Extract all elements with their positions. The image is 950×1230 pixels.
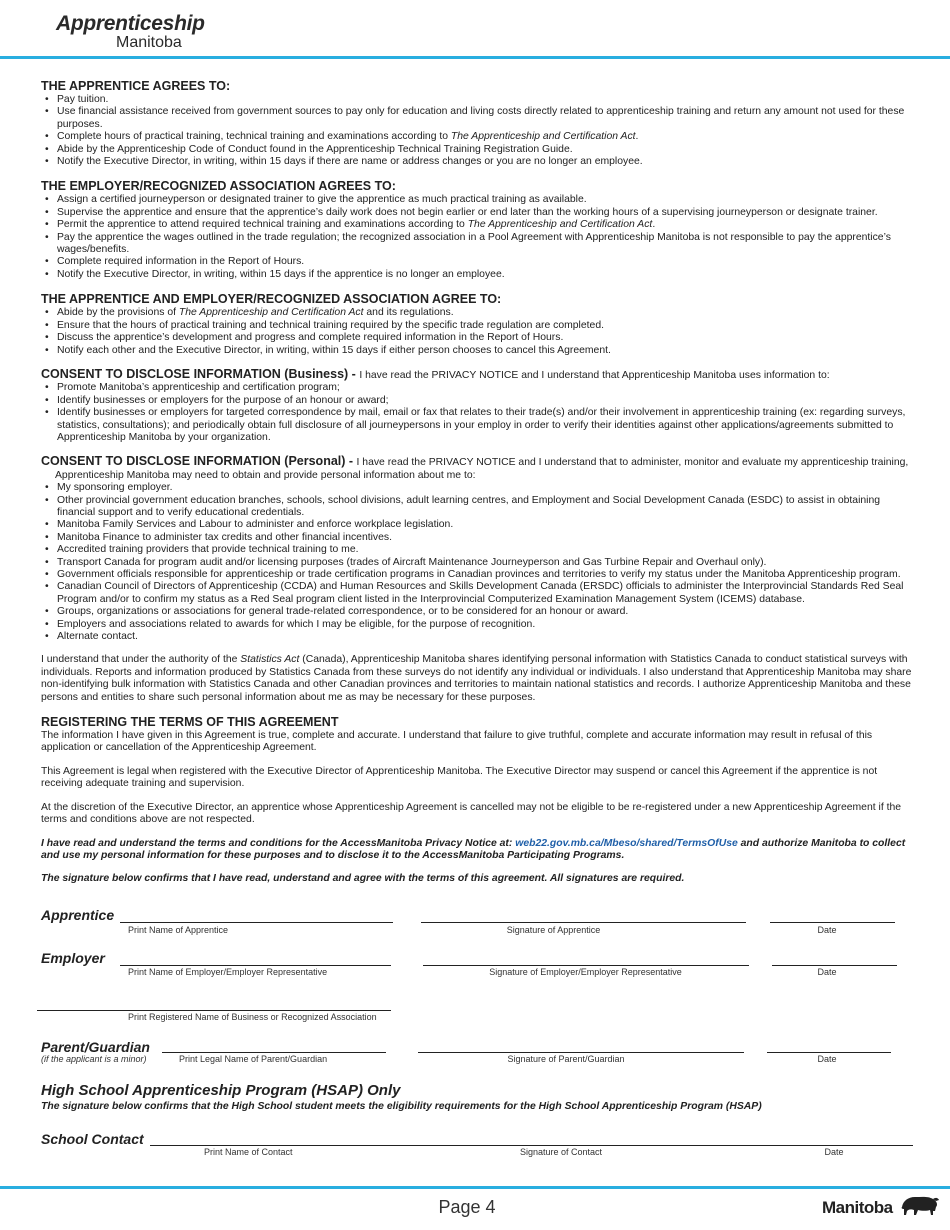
list-item: • Supervise the apprentice and ensure that the apprentice’s daily work does not begin earlier or end later than the working hours of a supervising journeyperson or designate trainer. [41,207,913,219]
section-heading: THE EMPLOYER/RECOGNIZED ASSOCIATION AGREES TO: [41,179,396,194]
apprentice-label: Apprentice [41,907,115,923]
page-header [0,0,950,58]
registering-paragraph: At the discretion of the Executive Director, an apprentice whose Apprenticeship Agreement is cancelled may not be eligible to be re-registered under a new Apprenticeship Agreement if the terms and conditions above are not respected. [41,801,902,826]
list-item: • Pay tuition. [41,94,913,106]
apprenticeship-logo-subtitle: Manitoba [116,34,182,51]
parent-signature-caption: Signature of Parent/Guardian [507,1054,625,1064]
list-item: • Identify businesses or employers for the purpose of an honour or award; [41,395,913,407]
privacy-notice-link[interactable]: web22.gov.mb.ca/Mbeso/shared/TermsOfUse [515,837,738,849]
list-item: • Notify each other and the Executive Director, in writing, within 15 days if either person chooses to cancel this Agreement. [41,345,913,357]
both-agree-section [41,292,913,357]
list-item: • Abide by the provisions of The Apprenticeship and Certification Act and its regulations. [41,307,913,319]
section-heading: THE APPRENTICE AND EMPLOYER/RECOGNIZED ASSOCIATION AGREE TO: [41,292,502,307]
list-item: • Groups, organizations or associations for general trade-related correspondence, or to be considered for an honour or award. [41,606,913,618]
apprentice-name-caption: Print Name of Apprentice [128,925,229,935]
list-item: • Pay the apprentice the wages outlined in the trade regulation; the recognized association in a Pool Agreement with Apprenticeship Manitoba is not responsible to pay the apprentice’s wages/benefits. [41,232,913,257]
parent-date-field[interactable] [767,1052,891,1053]
list-item: • Government officials responsible for apprenticeship or trade certification programs in Canadian provinces and territories to verify my status under the Manitoba Apprenticeship program. [41,569,913,581]
list-item: • Notify the Executive Director, in writing, within 15 days if there are name or address changes or you are no longer an employee. [41,156,913,168]
employer-signature-caption: Signature of Employer/Employer Representative [489,967,682,977]
agreement-terms [41,79,913,897]
list-item: • Manitoba Finance to administer tax credits and other financial incentives. [41,532,913,544]
statistics-canada-paragraph: I understand that under the authority of the Statistics Act (Canada), Apprenticeship Manitoba shares identifying personal information with Statistics Canada to conduct statistical surveys with individuals. Reports and information produced by Statistics Canada from these surveys do not identify any individual or individuals. I also understand that Apprenticeship Manitoba may share non-identifying bulk information with Statistics Canada and other Canadian provinces and territories to maintain national statistics and records. I authorize Apprenticeship Manitoba and these persons and entities to share such personal information about me as may be necessary for these purposes. [41,654,912,703]
registering-paragraph: This Agreement is legal when registered with the Executive Director of Apprenticeship Manitoba. The Executive Director may suspend or cancel this Agreement if the apprentice is not receiving adequate training and supervision. [41,765,878,790]
apprentice-signature-caption: Signature of Apprentice [506,925,601,935]
list-item: • Notify the Executive Director, in writing, within 15 days if the apprentice is no longer an employee. [41,269,913,281]
contact-date-caption: Date [824,1147,844,1157]
employer-signature-field[interactable] [423,965,749,966]
employer-date-caption: Date [817,967,837,977]
parent-guardian-note: (if the applicant is a minor) [41,1054,147,1064]
apprentice-date-field[interactable] [770,922,895,923]
employer-agrees-section [41,179,913,281]
business-name-field[interactable] [37,1010,391,1011]
school-contact-field[interactable] [150,1145,913,1146]
registering-paragraph: The information I have given in this Agreement is true, complete and accurate. I understand that failure to give truthful, complete and accurate information may result in refusal of this application or cancellation of the Apprenticeship Agreement. [41,730,873,754]
consent-personal-intro: CONSENT TO DISCLOSE INFORMATION (Personal) - I have read the PRIVACY NOTICE and I understand that to administer, monitor and evaluate my apprenticeship training, Apprenticeship Manitoba may need to obtain and provide personal information about me to: [41,454,909,481]
manitoba-logo: Manitoba [822,1198,893,1217]
apprentice-agrees-section [41,79,913,168]
apprentice-signature-field[interactable] [421,922,746,923]
parent-date-caption: Date [817,1054,837,1064]
hsap-subtitle: The signature below confirms that the High School student meets the eligibility requirements for the High School Apprenticeship Program (HSAP) [41,1101,762,1112]
list-item: • Complete hours of practical training, technical training and examinations according to The Apprenticeship and Certification Act. [41,131,913,143]
consent-personal-section [41,455,913,643]
contact-signature-caption: Signature of Contact [519,1147,603,1157]
section-heading: REGISTERING THE TERMS OF THIS AGREEMENT [41,715,339,730]
hsap-title: High School Apprenticeship Program (HSAP) Only [41,1082,401,1099]
business-name-caption: Print Registered Name of Business or Recognized Association [128,1012,377,1022]
list-item: • Identify businesses or employers for targeted correspondence by mail, email or fax that relates to their trade(s) and/or their involvement in apprenticeship training (ex: regarding surveys, statistics, consultations); and periodically obtain full disclosure of all journeypersons in your employ in order to verify their identities against other applications/agreements submitted to Apprenticeship Manitoba by your organization. [41,407,913,444]
list-item: • My sponsoring employer. [41,482,913,494]
employer-label: Employer [41,950,105,966]
employer-name-field[interactable] [120,965,391,966]
apprentice-date-caption: Date [817,925,837,935]
parent-name-field[interactable] [162,1052,386,1053]
section-heading: THE APPRENTICE AGREES TO: [41,79,231,93]
list-item: • Ensure that the hours of practical training and technical training required by the specific trade regulation are completed. [41,320,913,332]
employer-name-caption: Print Name of Employer/Employer Representative [128,967,328,977]
list-item: • Employers and associations related to awards for which I may be eligible, for the purpose of recognition. [41,619,913,631]
parent-signature-field[interactable] [418,1052,744,1053]
list-item: • Abide by the Apprenticeship Code of Conduct found in the Apprenticeship Technical Training Registration Guide. [41,144,913,156]
list-item: • Canadian Council of Directors of Apprenticeship (CCDA) and Human Resources and Skills Development Canada (ERSDC) officials to administer the Interprovincial Standards Red Seal Program and/or to confirm my status as a Red Seal program client listed in the Interprovincial Computerized Examination Management System (ICEMS) database. [41,581,913,606]
list-item: • Complete required information in the Report of Hours. [41,256,913,268]
bison-icon [900,1193,940,1219]
privacy-notice-statement: I have read and understand the terms and conditions for the AccessManitoba Privacy Notice at: web22.gov.mb.ca/Mbeso/shared/TermsOfUse and authorize Manitoba to collect and use my personal information for these purposes and to disclose it to the AccessManitoba Participating Programs. [41,837,906,861]
consent-business-intro: CONSENT TO DISCLOSE INFORMATION (Business) - I have read the PRIVACY NOTICE and I understand that Apprenticeship Manitoba uses information to: [41,366,830,381]
list-item: • Accredited training providers that provide technical training to me. [41,544,913,556]
list-item: • Manitoba Family Services and Labour to administer and enforce workplace legislation. [41,519,913,531]
list-item: • Permit the apprentice to attend required technical training and examinations according to The Apprenticeship and Certification Act. [41,219,913,231]
list-item: • Promote Manitoba’s apprenticeship and certification program; [41,382,913,394]
list-item: • Use financial assistance received from government sources to pay only for education and living costs directly related to apprenticeship training and return any amount not used for these purposes. [41,106,913,131]
apprentice-name-field[interactable] [120,922,393,923]
page-number: Page 4 [438,1197,496,1217]
footer-rule [0,1186,950,1189]
contact-name-caption: Print Name of Contact [204,1147,293,1157]
header-rule [0,56,950,59]
parent-name-caption: Print Legal Name of Parent/Guardian [179,1054,328,1064]
consent-business-section [41,368,913,444]
registering-section [41,715,913,886]
list-item: • Assign a certified journeyperson or designated trainer to give the apprentice as much practical training as available. [41,194,913,206]
apprenticeship-logo: Apprenticeship [56,12,205,35]
employer-date-field[interactable] [772,965,897,966]
list-item: • Transport Canada for program audit and/or licensing purposes (trades of Aircraft Maintenance Journeyperson and Gas Turbine Repair and Overhaul only). [41,557,913,569]
school-contact-label: School Contact [41,1131,144,1147]
list-item: • Discuss the apprentice’s development and progress and complete required information in the Report of Hours. [41,332,913,344]
list-item: • Other provincial government education branches, schools, school divisions, adult learning centres, and Employment and Social Development Canada (ESDC) to assist in obtaining financial support and to verify educational credentials. [41,495,913,520]
list-item: • Alternate contact. [41,631,913,643]
parent-guardian-label: Parent/Guardian [41,1039,150,1055]
signature-confirmation-note: The signature below confirms that I have read, understand and agree with the terms of this agreement. All signatures are required. [41,873,685,885]
